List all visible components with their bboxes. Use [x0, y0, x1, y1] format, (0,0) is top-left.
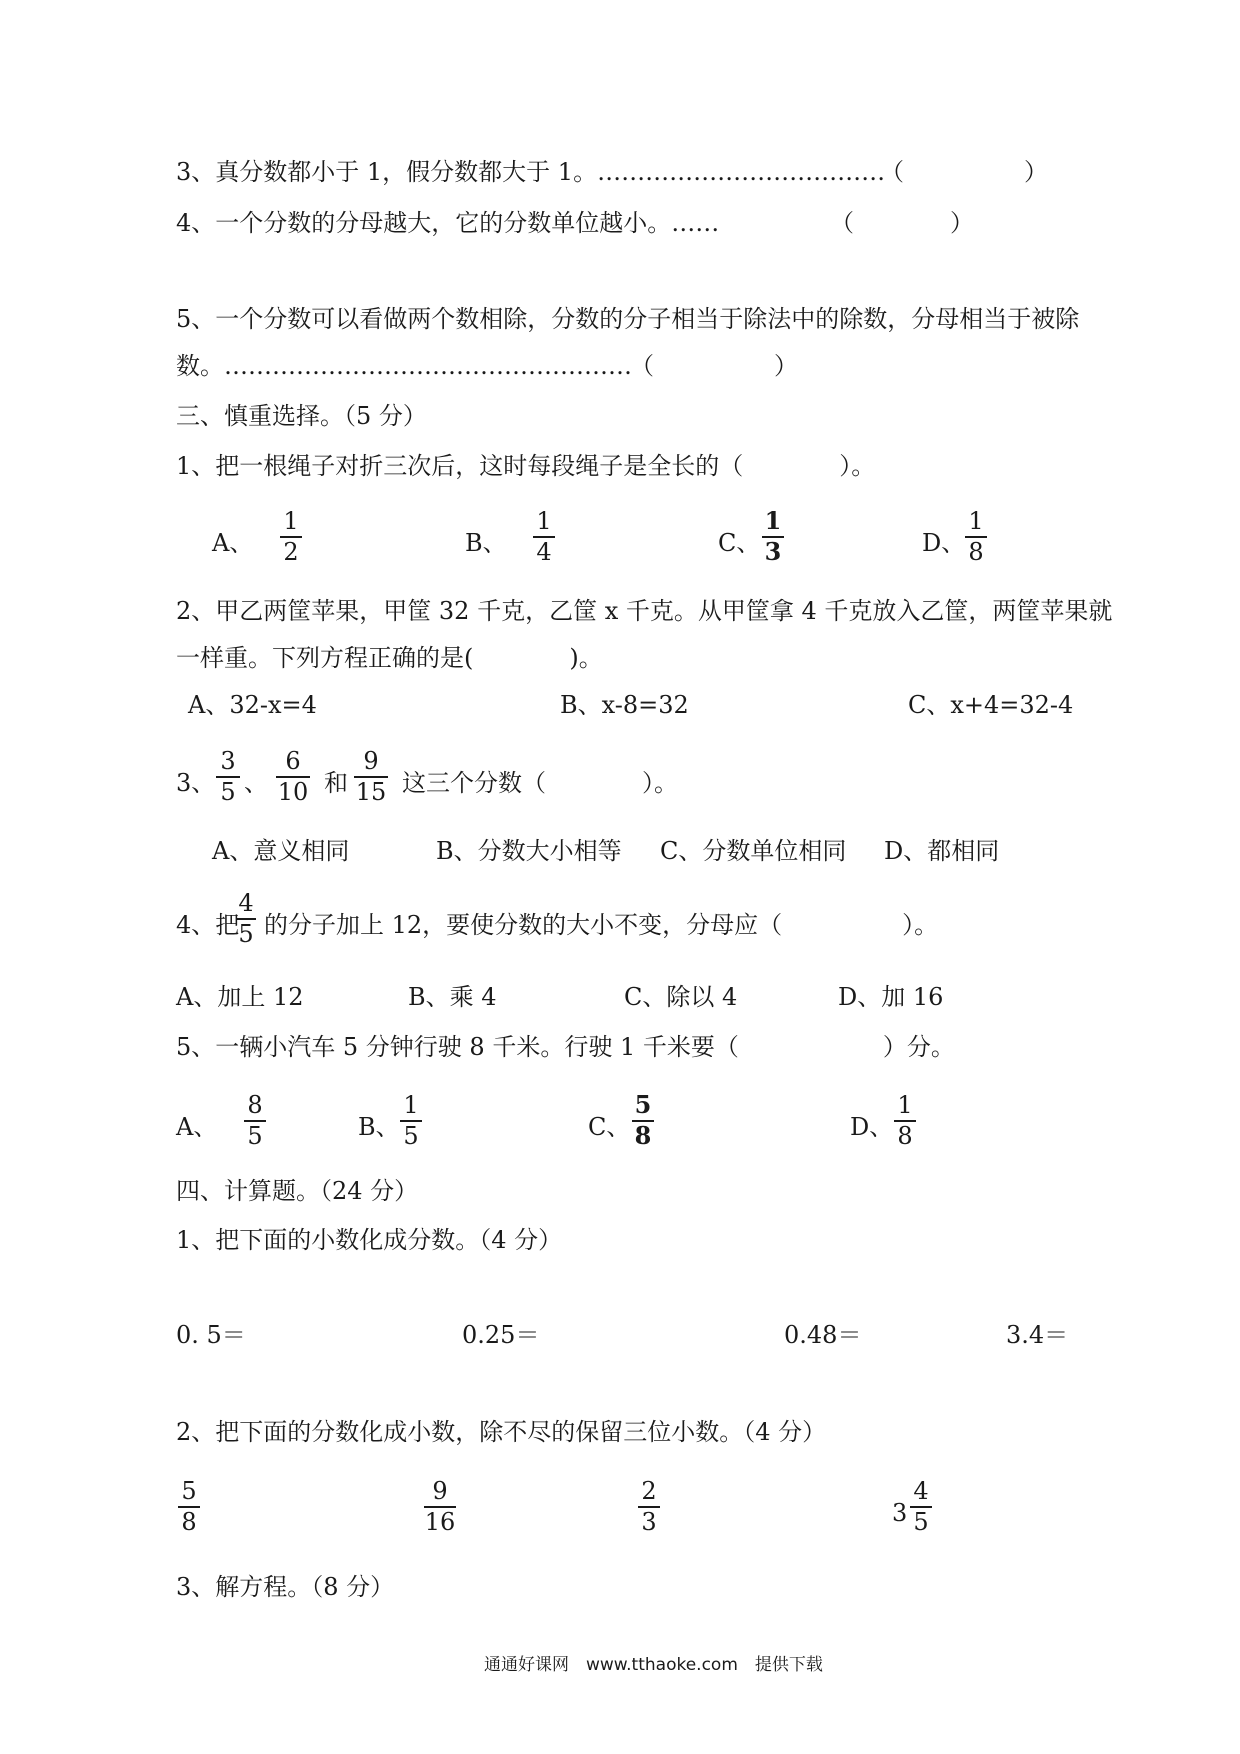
denominator: 10: [277, 778, 309, 806]
denominator: 16: [424, 1508, 456, 1536]
s3-q2-opt-b: B、x-8=32: [560, 691, 689, 719]
s4-q1-item-2: 0.25＝: [462, 1321, 540, 1349]
s3-q1-opt-d-label: D、: [922, 529, 966, 557]
numerator: 9: [363, 747, 379, 775]
denominator: 15: [355, 778, 387, 806]
s4-q2-fraction-3: [638, 1478, 660, 1535]
s3-q5-opt-d-label: D、: [850, 1113, 894, 1141]
denominator: 3: [641, 1508, 657, 1536]
tf-q5-line2: [176, 351, 632, 381]
s3-q3-opt-c: C、分数单位相同: [660, 837, 847, 865]
s3-q4-opt-a: A、加上 12: [176, 983, 304, 1011]
s3-q2-opt-c: C、x+4=32-4: [908, 691, 1074, 719]
s3-q1-opt-c-label: C、: [718, 529, 761, 557]
denominator: 5: [238, 920, 254, 948]
numerator: 9: [432, 1477, 448, 1505]
numerator: 6: [285, 747, 301, 775]
s4-q2-fraction-1: [178, 1478, 200, 1535]
s3-q5-opt-c-fraction: [632, 1092, 654, 1149]
denominator: 8: [897, 1122, 913, 1150]
denominator: 5: [247, 1122, 263, 1150]
footer-source: 通通好课网 www.tthaoke.com 提供下载: [484, 1655, 823, 1675]
tf-q3-text: 3、真分数都小于 1，假分数都大于 1。: [176, 158, 598, 186]
tf-q3-paren: （ ）: [880, 158, 1048, 186]
denominator: 8: [634, 1121, 652, 1150]
s3-q3-sep: 、: [244, 769, 268, 797]
s3-q1-opt-c-fraction: [762, 508, 784, 565]
denominator: 4: [536, 538, 552, 566]
numerator: 4: [238, 889, 254, 917]
s3-q3-and: 和: [324, 769, 348, 797]
s3-q1-opt-b-fraction: [533, 508, 555, 565]
s3-q5-opt-b-label: B、: [358, 1113, 400, 1141]
numerator: 5: [634, 1090, 652, 1119]
s3-q4-opt-c: C、除以 4: [624, 983, 738, 1011]
denominator: 2: [283, 538, 299, 566]
s3-q2-line2: 一样重。下列方程正确的是( )。: [176, 644, 603, 672]
s3-q3-fraction-3: [354, 748, 388, 805]
s3-q3-opt-b: B、分数大小相等: [436, 837, 622, 865]
tf-q5-line2-text: 数。: [176, 352, 224, 380]
denominator: 3: [764, 537, 782, 566]
tf-q3: [176, 157, 885, 187]
s3-q3-opt-a: A、意义相同: [212, 837, 350, 865]
s3-q4-prefix: 4、把: [176, 911, 240, 939]
tf-q4-text: 4、一个分数的分母越大，它的分数单位越小。……: [176, 209, 720, 237]
s3-q3-prefix: 3、: [176, 769, 216, 797]
s3-q1-opt-d-fraction: [965, 508, 987, 565]
tf-q5-line1: 5、一个分数可以看做两个数相除，分数的分子相当于除法中的除数，分母相当于被除: [176, 305, 1080, 333]
s4-q2-fraction-4: [910, 1478, 932, 1535]
s3-q3-suffix: 这三个分数（ ）。: [402, 769, 678, 797]
s4-q1-item-4: 3.4＝: [1006, 1321, 1069, 1349]
tf-q5-paren: （ ）: [630, 352, 798, 380]
s3-q1-opt-a-label: A、: [212, 529, 254, 557]
s4-q1-stem: 1、把下面的小数化成分数。（4 分）: [176, 1226, 563, 1254]
s3-q2-opt-a: A、32-x=4: [188, 691, 317, 719]
s3-q5-opt-b-fraction: [400, 1092, 422, 1149]
numerator: 3: [220, 747, 236, 775]
numerator: 1: [536, 507, 552, 535]
s3-q5-opt-a-label: A、: [176, 1113, 218, 1141]
numerator: 2: [641, 1477, 657, 1505]
numerator: 1: [968, 507, 984, 535]
denominator: 5: [403, 1122, 419, 1150]
tf-q4-paren: （ ）: [830, 209, 974, 237]
denominator: 8: [181, 1508, 197, 1536]
denominator: 8: [968, 538, 984, 566]
s3-q4-opt-d: D、加 16: [838, 983, 944, 1011]
s4-q2-stem: 2、把下面的分数化成小数，除不尽的保留三位小数。（4 分）: [176, 1418, 827, 1446]
s3-q5-opt-a-fraction: [244, 1092, 266, 1149]
s3-q5-opt-c-label: C、: [588, 1113, 631, 1141]
s3-q1-opt-b-label: B、: [465, 529, 507, 557]
s4-q1-item-1: 0. 5＝: [176, 1321, 246, 1349]
s3-q1-stem: 1、把一根绳子对折三次后，这时每段绳子是全长的（ ）。: [176, 452, 876, 480]
s3-q1-opt-a-fraction: [280, 508, 302, 565]
s4-q2-mixed-whole: 3: [892, 1499, 908, 1527]
s3-q3-fraction-1: [216, 748, 240, 805]
s3-q4-fraction: [236, 890, 256, 947]
s3-q5-opt-d-fraction: [894, 1092, 916, 1149]
numerator: 1: [403, 1091, 419, 1119]
s4-q1-item-3: 0.48＝: [784, 1321, 862, 1349]
section3-heading: 三、慎重选择。（5 分）: [176, 402, 427, 430]
s3-q5-stem: 5、一辆小汽车 5 分钟行驶 8 千米。行驶 1 千米要（ ）分。: [176, 1033, 955, 1061]
s4-q3-stem: 3、解方程。（8 分）: [176, 1573, 395, 1601]
numerator: 4: [913, 1477, 929, 1505]
tf-q3-dots: ………………………………: [597, 158, 886, 186]
numerator: 1: [764, 506, 782, 535]
numerator: 1: [897, 1091, 913, 1119]
s3-q3-opt-d: D、都相同: [884, 837, 1000, 865]
section4-heading: 四、计算题。（24 分）: [176, 1177, 419, 1205]
s4-q2-fraction-2: [424, 1478, 456, 1535]
denominator: 5: [220, 778, 236, 806]
numerator: 1: [283, 507, 299, 535]
numerator: 8: [247, 1091, 263, 1119]
numerator: 5: [181, 1477, 197, 1505]
s3-q4-opt-b: B、乘 4: [408, 983, 497, 1011]
s3-q2-line1: 2、甲乙两筐苹果，甲筐 32 千克，乙筐 x 千克。从甲筐拿 4 千克放入乙筐，两筐苹果就: [176, 597, 1113, 625]
s3-q3-fraction-2: [276, 748, 310, 805]
s3-q4-suffix: 的分子加上 12，要使分数的大小不变，分母应（ ）。: [264, 911, 939, 939]
denominator: 5: [913, 1508, 929, 1536]
tf-q5-dots: ……………………………………………: [224, 352, 632, 380]
